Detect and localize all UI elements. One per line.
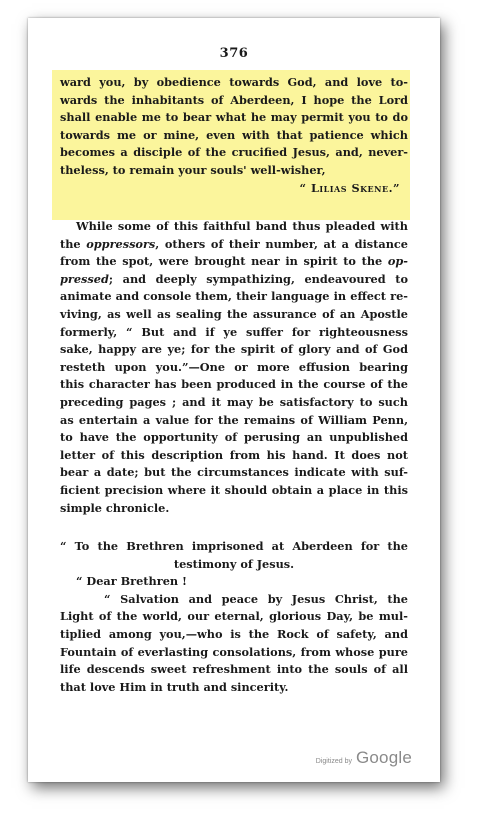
text-line: pressed; and deeply sympathizing, endeavoured to <box>60 271 408 286</box>
text-line: simple chronicle. <box>60 500 170 515</box>
text-line: preceding pages ; and it may be satisfactory to such <box>60 394 408 409</box>
book-page <box>28 18 440 782</box>
text-line: ward you, by obedience towards God, and love to- <box>60 75 408 89</box>
text-line: Fountain of everlasting consolations, from whose pure <box>60 644 408 659</box>
italic-word: pressed <box>60 271 109 286</box>
text-line: bear a date; but the circumstances indicate with suf- <box>60 465 408 480</box>
text-line: formerly, “ But and if ye suffer for righteousness <box>60 324 408 339</box>
text-line: animate and console them, their language in effect re- <box>60 289 408 304</box>
text-line: shall enable me to bear what he may permit you to do <box>60 110 408 125</box>
text-line: from the spot, were brought near in spirit to the op- <box>60 254 408 269</box>
google-logo: Google <box>355 748 412 767</box>
italic-word: oppressors <box>86 236 156 251</box>
penn-letter <box>60 538 408 696</box>
text-line: sake, happy are ye; for the spirit of glory and of God <box>60 342 408 357</box>
text-line: towards me or mine, even with that patience which <box>60 127 408 142</box>
text-line: wards the inhabitants of Aberdeen, I hope the Lord <box>60 92 408 107</box>
text-line: tiplied among you,—who is the Rock of safety, and <box>60 626 408 641</box>
text-line: Light of the world, our eternal, glorious Day, be mul- <box>60 609 408 624</box>
signature: “ Lilias Skene.” <box>299 180 400 195</box>
digitized-by-label: Digitized by <box>315 758 352 765</box>
page-number: 376 <box>219 46 249 61</box>
text-line: to have the opportunity of perusing an unpublished <box>60 430 408 445</box>
letter-heading: “ To the Brethren imprisoned at Aberdeen for the <box>60 539 408 553</box>
text-line: ficient precision where it should obtain a place in this <box>60 482 408 497</box>
text-line: the oppressors, others of their number, at a distance <box>60 236 408 251</box>
narrative-paragraph <box>60 218 408 517</box>
text-line: this character has been produced in the course of the <box>60 377 408 392</box>
text-line: theless, to remain your souls' well-wisher, <box>60 162 326 177</box>
letter-ending <box>60 74 408 197</box>
text-line: becomes a disciple of the crucified Jesus, and, never- <box>60 145 408 160</box>
letter-heading: testimony of Jesus. <box>173 556 295 571</box>
text-line: as entertain a value for the remains of William Penn, <box>60 412 408 427</box>
text-line: resteth upon you.”—One or more effusion bearing <box>60 359 408 374</box>
text-line: “ Salvation and peace by Jesus Christ, the <box>104 591 408 606</box>
text-line: While some of this faithful band thus pleaded with <box>76 219 408 233</box>
text-line: that love Him in truth and sincerity. <box>60 679 289 694</box>
text-line: letter of this description from his hand. It does not <box>60 447 408 462</box>
italic-word: op- <box>387 254 408 269</box>
text-line: life descends sweet refreshment into the souls of all <box>60 662 408 677</box>
text-line: viving, as well as sealing the assurance of an Apostle <box>60 306 408 321</box>
letter-salutation: “ Dear Brethren ! <box>76 574 187 589</box>
digitized-by-google-watermark <box>316 748 412 768</box>
